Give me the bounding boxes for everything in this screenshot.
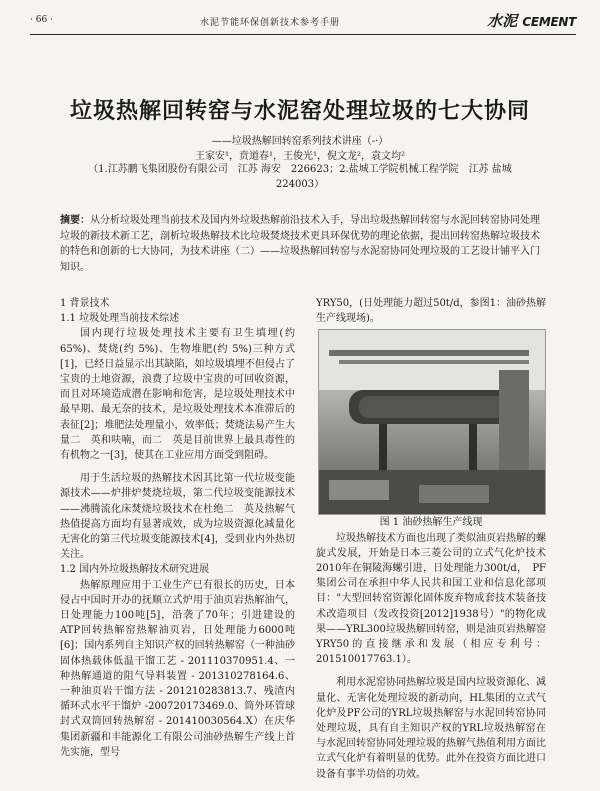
abstract (60, 213, 540, 275)
abstract-text: 从分析垃圾处理当前技术及国内外垃圾热解前沿技术入手，导出垃圾热解回转窑与水泥回转窑协同处理垃圾的新技术新工艺，剖析垃圾热解技术比垃圾焚烧技术更具环保优势的理论依据，提出回转窑热解垃圾技术的特色和创新的七大协同，为技术讲座（二）——垃圾热解回转窑与水泥窑协同处理垃圾的工艺设计铺平入门知识。 (60, 215, 540, 273)
journal-logo (487, 10, 576, 31)
right-column (316, 296, 546, 782)
abstract-label: 摘要： (60, 215, 90, 226)
logo-cn-text: 水泥 (487, 12, 518, 30)
article-subtitle: ——垃圾热解回转窑系列技术讲座（-·） (211, 136, 389, 147)
article-affiliation: （1.江苏鹏飞集团股份有限公司 江苏 海安 226623；2.盐城工学院机械工程学院 江苏 盐城 224003） (88, 164, 522, 190)
paragraph: 用于生活垃圾的热解技术因其比第一代垃圾变能源技术——炉排炉焚烧垃圾，第二代垃圾变能源技术——沸腾流化床焚烧垃圾技术在杜绝二 英及热解气热值提高方面均有显著成效，成为垃圾资源化减量化无害化的第三代垃圾变能源技术[4]，受到业内外热切关注。 (60, 473, 295, 561)
article-authors: 王家安¹，贲道春¹，王俊光¹，倪文龙²，袁文均² (194, 151, 406, 162)
plant-photo-illustration (319, 330, 545, 514)
page-number: · 66 · (30, 15, 53, 25)
paragraph: 热解原理应用于工业生产已有很长的历史，日本侵占中国时开办的抚顺立式炉用于油页岩热解油气，日处理能力100吨[5]，沿袭了70年；引进建设的ATP回转热解窑热解油页岩，日处理能力6000吨[6]；国内系列自主知识产权的回转热解窑（一种油砂固体热载体低温干馏工艺 - 201110370951.4、一种热解通道的阻气导料装置 - 201310278164.6、一种油页岩干馏方法 - 201210283813.7、残渣内循环式水平干馏炉 -200720173469.0、筒外环管球封式双筒回转热解窑 - 201410030564.X）在庆华集团新疆和丰能源化工有限公司油砂热解生产线上首先实施，型号 (60, 579, 295, 758)
running-header (30, 10, 576, 35)
left-column (60, 296, 295, 760)
paragraph: 利用水泥窑协同热解垃圾是国内垃圾资源化、减量化、无害化处理垃圾的新动向，HL集团的立式气化炉及PF公司的YRL垃圾热解窑与水泥回转窑协同处理垃圾，具有自主知识产权的YRL垃圾热解窑在与水泥回转窑协同处理垃圾的热解气热值利用方面比立式气化炉有着明显的优势。此外在投资方面比进口设备有事半功倍的功效。 (316, 677, 546, 780)
paragraph-continued: YRY50，(日处理能力超过50t/d，参图1：油砂热解生产线现场)。 (316, 298, 546, 325)
logo-en-text: CEMENT (522, 15, 576, 29)
paragraph: 国内现行垃圾处理技术主要有卫生填埋(约65%)、焚烧(约 5%)、生物堆肥(约 5%)三种方式[1]，已经日益显示出其缺陷，如垃圾填埋不但侵占了宝贵的土地资源，浪费了垃圾中宝贵的可回收资源，而且对环境造成潜在影响和危害，是垃圾处理技术中最早期、最无奈的技术，是垃圾处理技术本准滞后的表征[2]；堆肥法处理量小，效率低；焚烧法易产生大量二 英和呋喃，而二 英是目前世界上最具毒性的有机物之一[3]，使其在工业应用方面受到阻碍。 (60, 328, 295, 462)
figure-oil-sand-plant-photo (318, 329, 546, 515)
paragraph: 垃圾热解技术方面也出现了类似油页岩热解的螺旋式发展，开始是日本三菱公司的立式气化炉技术2010年在铜陵海螺引进，日处理能力300t/d， PF集团公司在承担中华人民共和国工业和信息化部项目："大型回转窑资源化固体废弃物成套技术装备技术改造项目（发改投资[2012]1938号）"的物化成果——YRL300垃圾热解回转窑，则是油页岩热解窑YRY50的直接继承和发展（相应专利号：201510017763.1）。 (316, 532, 546, 666)
section-heading-1-1: 1.1 垃圾处理当前技术综述 (60, 313, 180, 325)
article-title: 垃圾热解回转窑与水泥窑处理垃圾的七大协同 (69, 99, 530, 124)
section-heading-1-2: 1.2 国内外垃圾热解技术研究进展 (60, 564, 210, 576)
section-heading-1: 1 背景技术 (60, 298, 110, 309)
figure-caption: 图 1 油砂热解生产线现 (379, 517, 483, 529)
running-title: 水泥节能环保创新技术参考手册 (200, 18, 341, 28)
